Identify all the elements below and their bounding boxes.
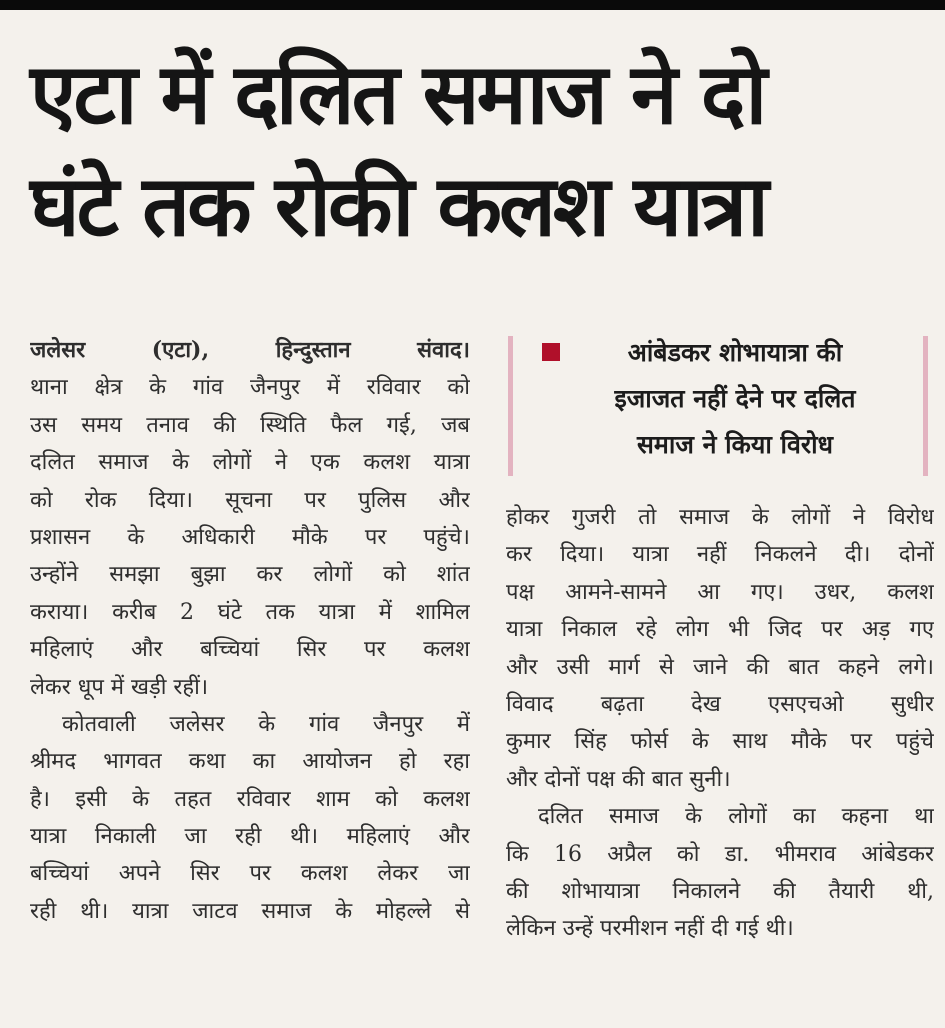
body-line: यात्रा निकाली जा रही थी। महिलाएं और [30, 824, 470, 850]
body-line: लेकिन उन्हें परमीशन नहीं दी गई थी। [506, 916, 794, 942]
body-line: प्रशासन के अधिकारी मौके पर पहुंचे। [30, 524, 470, 550]
body-line: यात्रा निकाल रहे लोग भी जिद पर अड़ गए [506, 617, 934, 643]
paragraph-start: दलित समाज के लोगों का कहना था [538, 804, 934, 830]
subhead [570, 330, 900, 468]
body-line: है। इसी के तहत रविवार शाम को कलश [30, 786, 470, 812]
article-left-column [30, 332, 470, 930]
article-right-column [506, 499, 934, 948]
subhead-line: समाज ने किया विरोध [637, 430, 833, 459]
left-bracket-decoration [508, 336, 513, 476]
body-line: बच्चियां अपने सिर पर कलश लेकर जा [30, 861, 470, 887]
body-line: कर दिया। यात्रा नहीं निकलने दी। दोनों [506, 542, 934, 568]
body-line: कि 16 अप्रैल को डा. भीमराव आंबेडकर [506, 841, 934, 867]
dateline: जलेसर (एटा), हिन्दुस्तान संवाद। [30, 337, 470, 363]
body-line: को रोक दिया। सूचना पर पुलिस और [30, 487, 470, 513]
subhead-box [508, 330, 932, 482]
body-line: कुमार सिंह फोर्स के साथ मौके पर पहुंचे [506, 729, 934, 755]
top-border [0, 0, 945, 10]
body-line: श्रीमद भागवत कथा का आयोजन हो रहा [30, 749, 470, 775]
body-line: और दोनों पक्ष की बात सुनी। [506, 766, 731, 792]
body-line: थाना क्षेत्र के गांव जैनपुर में रविवार को [30, 375, 470, 401]
body-line: दलित समाज के लोगों ने एक कलश यात्रा [30, 450, 470, 476]
red-square-bullet-icon [542, 343, 560, 361]
subhead-line: आंबेडकर शोभायात्रा की [627, 338, 843, 367]
body-line: कराया। करीब 2 घंटे तक यात्रा में शामिल [30, 599, 470, 625]
body-line: होकर गुजरी तो समाज के लोगों ने विरोध [506, 505, 934, 530]
body-line: लेकर धूप में खड़ी रहीं। [30, 674, 209, 700]
headline-line-1: एटा में दलित समाज ने दो [30, 45, 765, 143]
body-line: पक्ष आमने-सामने आ गए। उधर, कलश [506, 579, 934, 605]
body-line: उस समय तनाव की स्थिति फैल गई, जब [30, 412, 470, 438]
subhead-line: इजाजत नहीं देने पर दलित [614, 384, 856, 413]
body-line: विवाद बढ़ता देख एसएचओ सुधीर [506, 691, 934, 717]
body-line: उन्होंने समझा बुझा कर लोगों को शांत [30, 562, 470, 588]
body-line: और उसी मार्ग से जाने की बात कहने लगे। [506, 654, 934, 680]
headline [30, 38, 920, 262]
paragraph-start: कोतवाली जलेसर के गांव जैनपुर में [62, 711, 470, 737]
right-bracket-decoration [923, 336, 928, 476]
body-line: रही थी। यात्रा जाटव समाज के मोहल्ले से [30, 898, 470, 924]
headline-line-2: घंटे तक रोकी कलश यात्रा [30, 157, 766, 255]
body-line: महिलाएं और बच्चियां सिर पर कलश [30, 637, 470, 663]
body-line: की शोभायात्रा निकालने की तैयारी थी, [506, 878, 934, 904]
